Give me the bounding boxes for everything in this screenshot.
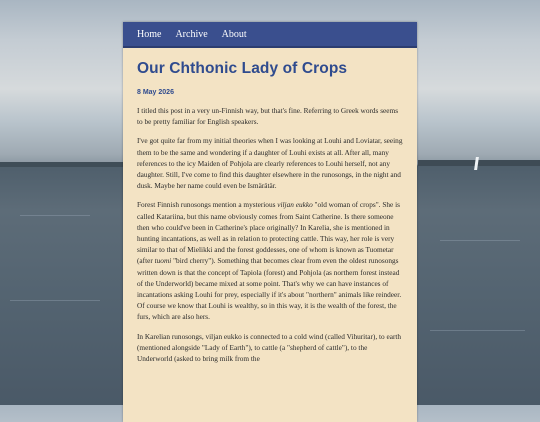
- paragraph-3: [137, 199, 403, 322]
- paragraph-3-text-c: "bird cherry"). Something that becomes clear from even the oldest runosongs written down is that the concept of Tapiola (forest) and Pohjola (as northern forest instead of the Underworld) became mixed at some point. That's why we can have instances of incantations asking Louhi for prey, especially if it's about "northern" animals like reindeer. Of course we know that Louhi is wealthy, so in this way, it is the wealth of the forest, the furs, which are also hers.: [137, 256, 402, 322]
- distant-shore-left: [0, 162, 124, 167]
- nav-about-link[interactable]: About: [221, 28, 247, 40]
- paragraph-4: In Karelian runosongs, viljan eukko is connected to a cold wind (called Vihuritar), to earth (mentioned alongside "Lady of Earth"), to cattle (a "shepherd of cattle"), to the Underworld (asked to bring milk from the: [137, 331, 402, 364]
- paragraph-3-text-b: "old woman of crops". She is called Katariina, but this name obviously comes from Saint Catherine. Is there someone then who could've been in Catherine's place originally? In Karelia, she is mentioned in hunting incantations, as well as in relation to protecting cattle. This way, her role is very similar to that of Mielikki and the forest goddesses, one of whom is known as Tuometar (after: [137, 200, 400, 266]
- water-ripple: [20, 215, 90, 216]
- term-tuomi: tuomi: [154, 256, 172, 266]
- post-content: [123, 48, 417, 364]
- post-title: Our Chthonic Lady of Crops: [137, 60, 348, 77]
- term-viljan-eukko: viljan eukko: [277, 200, 313, 210]
- blog-post-card: [123, 22, 417, 422]
- top-navigation: [123, 22, 417, 48]
- water-ripple: [430, 330, 525, 331]
- paragraph-3-text-a: Forest Finnish runosongs mention a mysterious: [137, 200, 278, 210]
- post-date: 8 May 2026: [137, 89, 174, 96]
- paragraph-2: I've got quite far from my initial theories when I was looking at Louhi and Loviatar, seeing them to be the same and wondering if a daughter of Louhi exists at all. After all, many references to the icy Maiden of Pohjola are clearly references to Louhi herself, not any daughter. Still, I've come to find this daughter elsewhere in the runosongs, in the night and dusk. Maybe her name could even be Ismärätär.: [137, 136, 403, 191]
- distant-shore-right: [418, 160, 540, 166]
- water-ripple: [440, 240, 520, 241]
- water-ripple: [10, 300, 100, 301]
- nav-archive-link[interactable]: Archive: [175, 28, 208, 40]
- nav-home-link[interactable]: Home: [137, 28, 162, 40]
- paragraph-1: I titled this post in a very un-Finnish way, but that's fine. Referring to Greek words seems to be pretty familiar for English speakers.: [137, 106, 399, 127]
